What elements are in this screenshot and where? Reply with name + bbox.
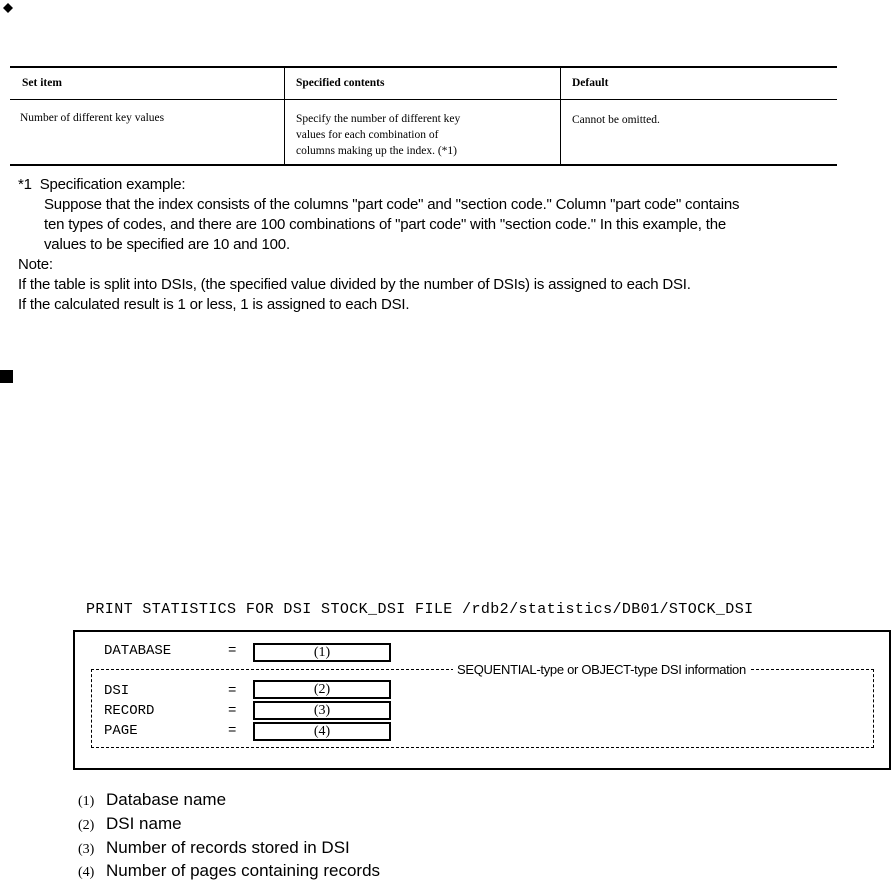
legend-number: (3) [78, 842, 95, 857]
field-label-page: PAGE [104, 723, 138, 739]
field-value-page: (4) [253, 722, 391, 741]
footnote-line: Suppose that the index consists of the columns "part code" and "section code." Column "part code" contains [44, 196, 740, 213]
field-value-dsi: (2) [253, 680, 391, 699]
table-cell-specified-contents [296, 111, 460, 159]
legend-number: (4) [78, 865, 95, 880]
table-cell-default: Cannot be omitted. [572, 114, 660, 126]
note-line: If the calculated result is 1 or less, 1 is assigned to each DSI. [18, 296, 410, 313]
dsi-information-dashed-box [91, 669, 874, 748]
specification-table [10, 66, 837, 166]
contents-line: Specify the number of different key [296, 113, 461, 125]
table-cell-set-item: Number of different key values [20, 112, 165, 124]
legend-item [78, 861, 380, 881]
table-column-divider [284, 68, 285, 164]
legend-number: (2) [78, 818, 95, 833]
legend-item [78, 838, 350, 858]
equals-sign: = [228, 643, 237, 659]
note-line: If the table is split into DSIs, (the specified value divided by the number of DSIs) is assigned to each DSI. [18, 276, 691, 293]
legend-text: Database name [106, 790, 227, 809]
contents-line: values for each combination of [296, 129, 439, 141]
field-value-record: (3) [253, 701, 391, 720]
footnote-line: values to be specified are 10 and 100. [44, 236, 290, 253]
field-label-record: RECORD [104, 703, 155, 719]
note-label: Note: [18, 256, 53, 273]
table-header-default: Default [572, 77, 609, 89]
footnote-line: ten types of codes, and there are 100 combinations of "part code" with "section code." In this example, the [44, 216, 726, 233]
square-bullet-icon [0, 370, 13, 383]
table-column-divider [560, 68, 561, 164]
field-label-dsi: DSI [104, 683, 130, 699]
footnote-title: Specification example: [39, 176, 186, 193]
footnote-marker: *1 [18, 176, 32, 193]
legend-item [78, 790, 226, 810]
dsi-information-label: SEQUENTIAL-type or OBJECT-type DSI information [453, 662, 750, 677]
print-statistics-line: PRINT STATISTICS FOR DSI STOCK_DSI FILE /rdb2/statistics/DB01/STOCK_DSI [86, 601, 754, 618]
equals-sign: = [228, 723, 237, 739]
table-header-specified-contents: Specified contents [296, 77, 385, 89]
table-header-set-item: Set item [22, 77, 62, 89]
legend-number: (1) [78, 794, 95, 809]
diamond-bullet-icon [3, 3, 13, 13]
legend-text: DSI name [106, 814, 182, 833]
field-value-database: (1) [253, 643, 391, 662]
contents-line: columns making up the index. (*1) [296, 145, 457, 157]
table-header-divider [10, 99, 837, 100]
equals-sign: = [228, 703, 237, 719]
equals-sign: = [228, 683, 237, 699]
footnote-heading [18, 175, 185, 195]
legend-text: Number of records stored in DSI [106, 838, 350, 857]
field-label-database: DATABASE [104, 643, 172, 659]
legend-text: Number of pages containing records [106, 861, 381, 880]
legend-item [78, 814, 182, 834]
